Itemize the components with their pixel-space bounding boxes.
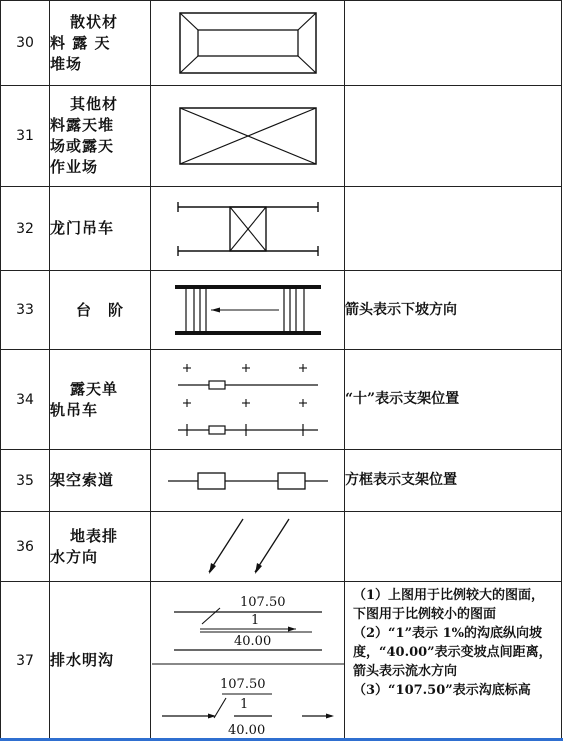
aerial-ropeway-symbol: [168, 469, 328, 493]
name-line: 水方向: [50, 547, 99, 566]
name-line: 堆场: [50, 54, 83, 73]
surface-drainage-arrows: [203, 517, 293, 577]
table-row: [1, 1, 562, 86]
distance-label: 40.00: [227, 723, 265, 738]
row-name: [50, 187, 151, 271]
slope-label: 1: [250, 613, 259, 628]
table-row: [1, 582, 562, 740]
symbol-cell: [151, 271, 345, 350]
bulk-material-yard-symbol: [173, 8, 323, 78]
note-line: （1）上图用于比例较大的图面，下图用于比例较小的图面: [353, 588, 545, 622]
row-name: [50, 86, 151, 187]
elevation-label: 107.50: [219, 677, 265, 692]
row-number: 32: [1, 187, 50, 271]
row-number: 34: [1, 350, 50, 450]
row-name: [50, 271, 151, 350]
name-line: 龙门吊车: [50, 219, 115, 237]
row-name: [50, 1, 151, 86]
note-cell: “十”表示支架位置: [345, 350, 562, 450]
monorail-crane-symbol: [173, 358, 323, 442]
table-row: [1, 187, 562, 271]
name-line: 其他材: [70, 95, 119, 113]
name-line: 地表排: [70, 526, 119, 545]
name-line: 排水明沟: [50, 651, 115, 669]
gantry-crane-symbol: [173, 199, 323, 259]
name-line: 露天单: [70, 379, 119, 398]
distance-label: 40.00: [233, 634, 271, 649]
symbol-cell: [151, 512, 345, 582]
open-yard-symbol: [173, 104, 323, 168]
table-row: [1, 350, 562, 450]
symbol-cell: [151, 187, 345, 271]
name-line: 轨吊车: [50, 400, 99, 419]
note-cell: [345, 1, 562, 86]
symbol-cell: [151, 350, 345, 450]
open-ditch-symbol: [152, 582, 344, 738]
note-cell: 方框表示支架位置: [345, 450, 562, 512]
name-line: 作业场: [50, 158, 99, 176]
table-row: [1, 450, 562, 512]
note-cell: [345, 512, 562, 582]
row-name: [50, 512, 151, 582]
symbol-cell: [151, 582, 345, 740]
note-cell: [345, 86, 562, 187]
slope-label: 1: [239, 697, 248, 712]
row-name: [50, 582, 151, 740]
note-cell: 箭头表示下坡方向: [345, 271, 562, 350]
table-row: [1, 271, 562, 350]
table-row: [1, 86, 562, 187]
name-line: 料露天堆: [50, 116, 115, 134]
row-number: 33: [1, 271, 50, 350]
steps-symbol: [173, 283, 323, 337]
row-name: [50, 450, 151, 512]
symbol-cell: [151, 86, 345, 187]
row-number: 30: [1, 1, 50, 86]
symbol-cell: [151, 1, 345, 86]
note-line: （2）“1”表示 1%的沟底纵向坡度，“40.00”表示变坡点间距离，箭头表示流水方向: [353, 626, 552, 679]
name-line: 散状材: [70, 12, 119, 31]
elevation-label: 107.50: [239, 595, 285, 610]
note-cell: [345, 187, 562, 271]
symbol-cell: [151, 450, 345, 512]
name-line: 架空索道: [50, 471, 115, 489]
name-line: 台 阶: [75, 300, 124, 319]
note-cell: [345, 582, 562, 740]
note-line: （3）“107.50”表示沟底标高: [353, 683, 531, 698]
name-line: 料 露 天: [50, 33, 111, 52]
row-name: [50, 350, 151, 450]
row-number: 31: [1, 86, 50, 187]
row-number: 35: [1, 450, 50, 512]
table-row: [1, 512, 562, 582]
name-line: 场或露天: [50, 137, 115, 155]
row-number: 36: [1, 512, 50, 582]
row-number: 37: [1, 582, 50, 740]
